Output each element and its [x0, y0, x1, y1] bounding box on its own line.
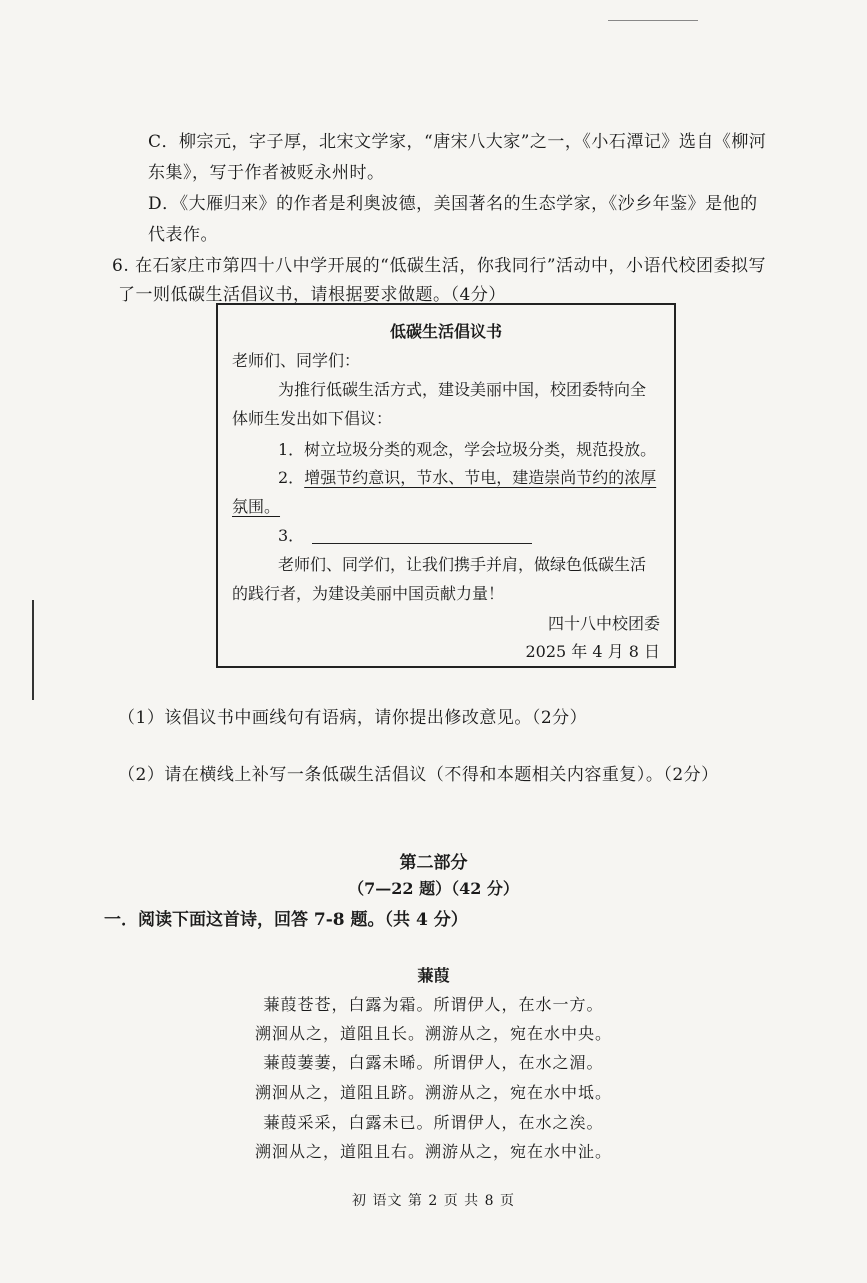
- proposal-intro-line1: 为推行低碳生活方式，建设美丽中国，校团委特向全: [278, 380, 647, 399]
- proposal-item3: [278, 523, 532, 546]
- subquestion-1: （1）该倡议书中画线句有语病，请你提出修改意见。（2分）: [118, 708, 588, 728]
- proposal-closing-line1: 老师们、同学们，让我们携手并肩，做绿色低碳生活: [278, 555, 647, 574]
- underlined-sentence: 增强节约意识，节水、节电，建造崇尚节约的浓厚: [304, 468, 657, 487]
- proposal-box: [216, 303, 676, 668]
- poem-title: 蒹葭: [417, 966, 450, 985]
- proposal-item2: [278, 465, 656, 488]
- proposal-closing-line2: 的践行者，为建设美丽中国贡献力量！: [232, 584, 505, 603]
- part2-range: （7—22 题）（42 分）: [348, 879, 519, 898]
- header-rule: [608, 20, 698, 21]
- proposal-item2-number: 2．: [278, 468, 305, 487]
- question6-line2: 了一则低碳生活倡议书，请根据要求做题。（4分）: [118, 285, 506, 305]
- option-d-line2: 代表作。: [148, 225, 218, 245]
- proposal-item1: 1．树立垃圾分类的观念，学会垃圾分类，规范投放。: [278, 440, 657, 459]
- question6-line1: 6. 在石家庄市第四十八中学开展的“低碳生活，你我同行”活动中，小语代校团委拟写: [112, 256, 767, 276]
- part2-title: 第二部分: [399, 853, 468, 873]
- proposal-salutation: 老师们、同学们：: [232, 351, 361, 370]
- proposal-intro-line2: 体师生发出如下倡议：: [232, 409, 393, 428]
- proposal-date: 2025 年 4 月 8 日: [525, 642, 660, 661]
- subquestion-2: （2）请在横线上补写一条低碳生活倡议（不得和本题相关内容重复）。（2分）: [118, 765, 719, 785]
- underlined-sentence-end: 氛围。: [232, 497, 281, 516]
- poem-line: 溯洄从之，道阻且右。溯游从之，宛在水中沚。: [254, 1142, 612, 1161]
- option-d-line1: D．《大雁归来》的作者是利奥波德，美国著名的生态学家，《沙乡年鉴》是他的: [148, 194, 758, 214]
- option-c-line2: 东集》，写于作者被贬永州时。: [148, 163, 385, 183]
- proposal-signer: 四十八中校团委: [547, 614, 660, 633]
- poem-line: 蒹葭采采，白露未已。所谓伊人，在水之涘。: [263, 1113, 604, 1132]
- poem-line: 蒹葭苍苍，白露为霜。所谓伊人，在水一方。: [263, 995, 604, 1014]
- proposal-title: 低碳生活倡议书: [389, 322, 502, 341]
- poem-line: 蒹葭萋萋，白露未晞。所谓伊人，在水之湄。: [263, 1053, 604, 1072]
- answer-blank[interactable]: [312, 529, 532, 544]
- option-c-line1: C．柳宗元，字子厚，北宋文学家，“唐宋八大家”之一，《小石潭记》选自《柳河: [148, 132, 767, 152]
- section1-instruction: 一．阅读下面这首诗，回答 7-8 题。（共 4 分）: [104, 910, 468, 930]
- page-footer: 初 语文 第 2 页 共 8 页: [352, 1193, 515, 1209]
- binding-mark: [32, 600, 34, 700]
- poem-line: 溯洄从之，道阻且长。溯游从之，宛在水中央。: [254, 1024, 612, 1043]
- proposal-item3-number: 3．: [278, 526, 305, 545]
- poem-line: 溯洄从之，道阻且跻。溯游从之，宛在水中坻。: [254, 1083, 612, 1102]
